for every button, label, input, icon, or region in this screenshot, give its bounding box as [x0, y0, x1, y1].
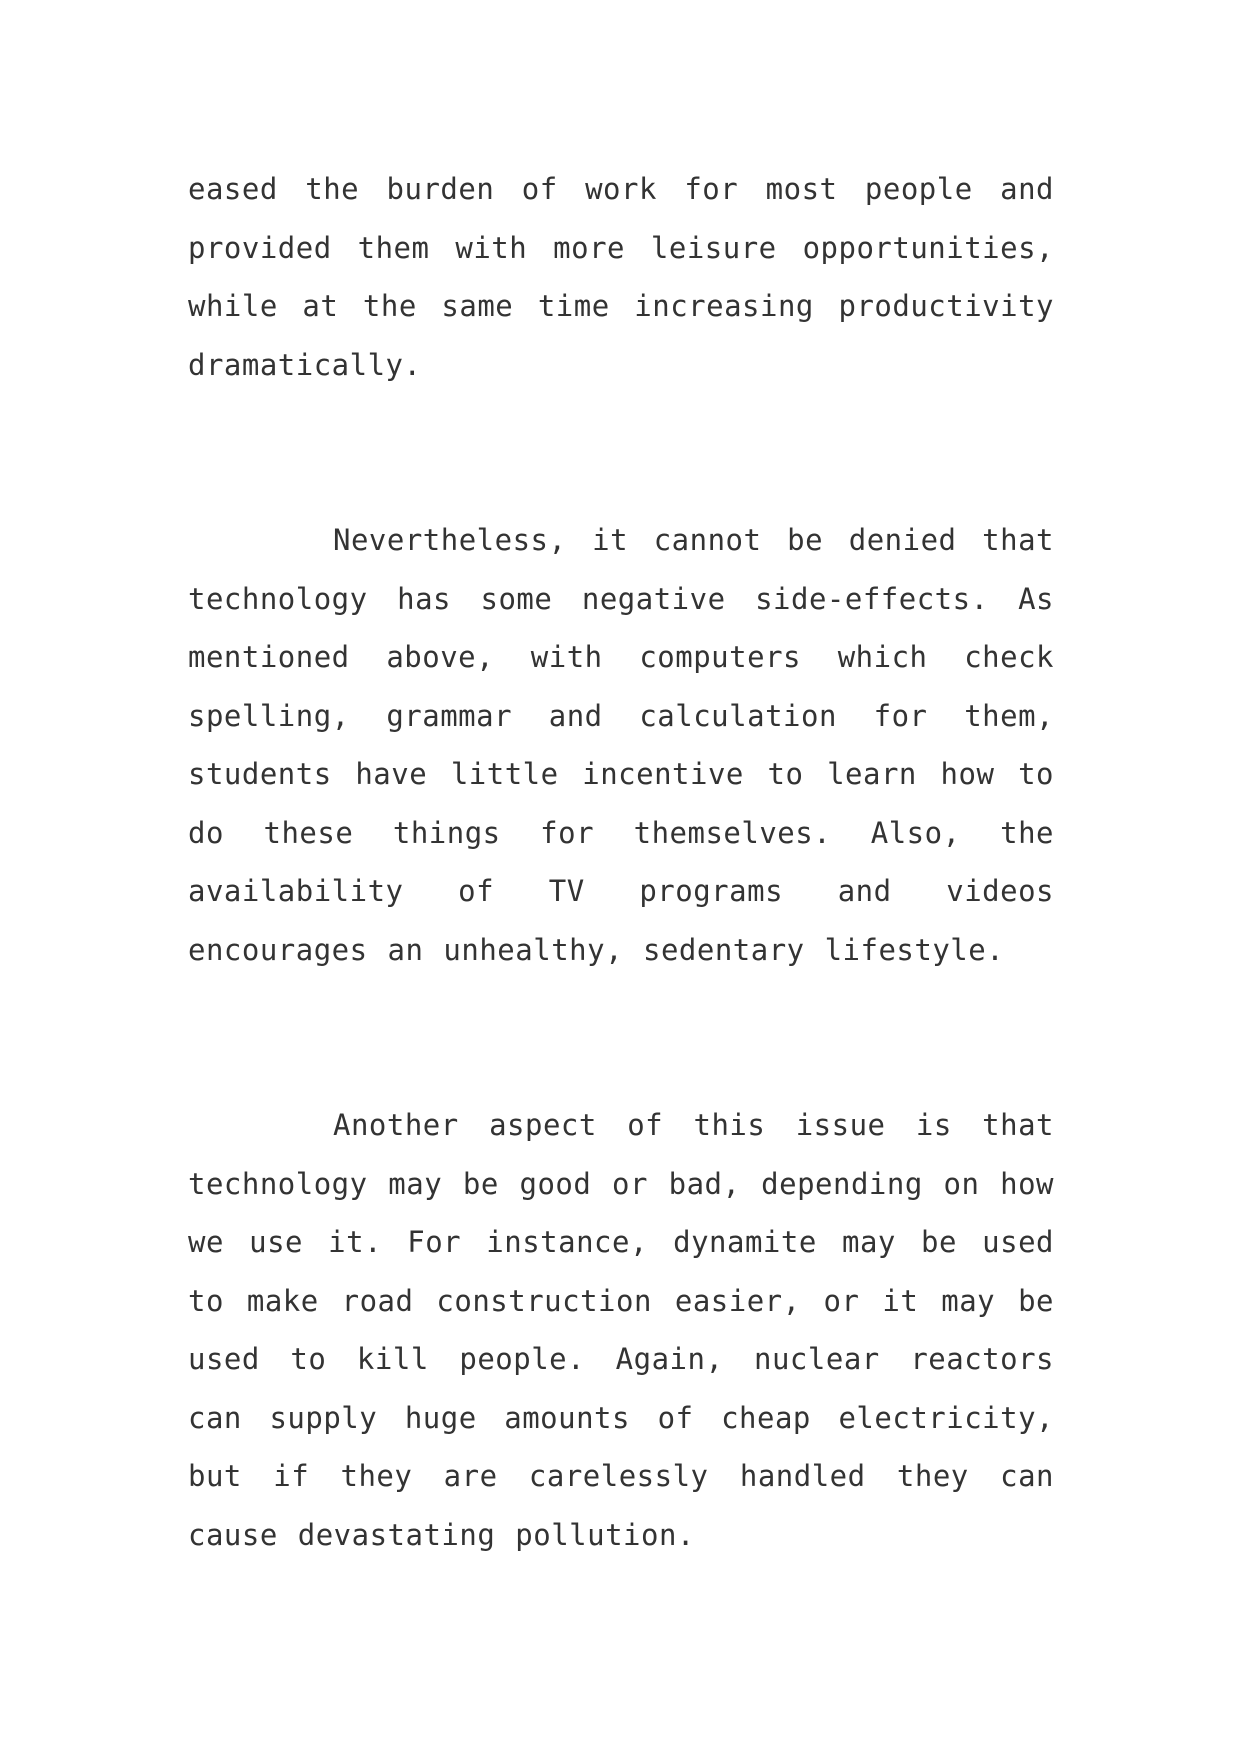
paragraph-3: Another aspect of this issue is that technology may be good or bad, depending on how we use it. For instance, dynamite may be used to make road construction easier, or it may be used to kill people. Again, nuclear reactors can supply huge amounts of cheap electricity, but if they are carelessly handled they can cause devastating pollution. — [188, 1108, 1054, 1552]
document-body — [188, 160, 1054, 1564]
paragraph-spacer — [188, 394, 1054, 511]
paragraph-1: eased the burden of work for most people and provided them with more leisure opportunities, while at the same time increasing productivity dramatically. — [188, 172, 1054, 382]
paragraph-2: Nevertheless, it cannot be denied that technology has some negative side-effects. As mentioned above, with computers which check spelling, grammar and calculation for them, students have little incentive to learn how to do these things for themselves. Also, the availability of TV programs and videos encourages an unhealthy, sedentary lifestyle. — [188, 523, 1054, 967]
paragraph-spacer — [188, 979, 1054, 1096]
